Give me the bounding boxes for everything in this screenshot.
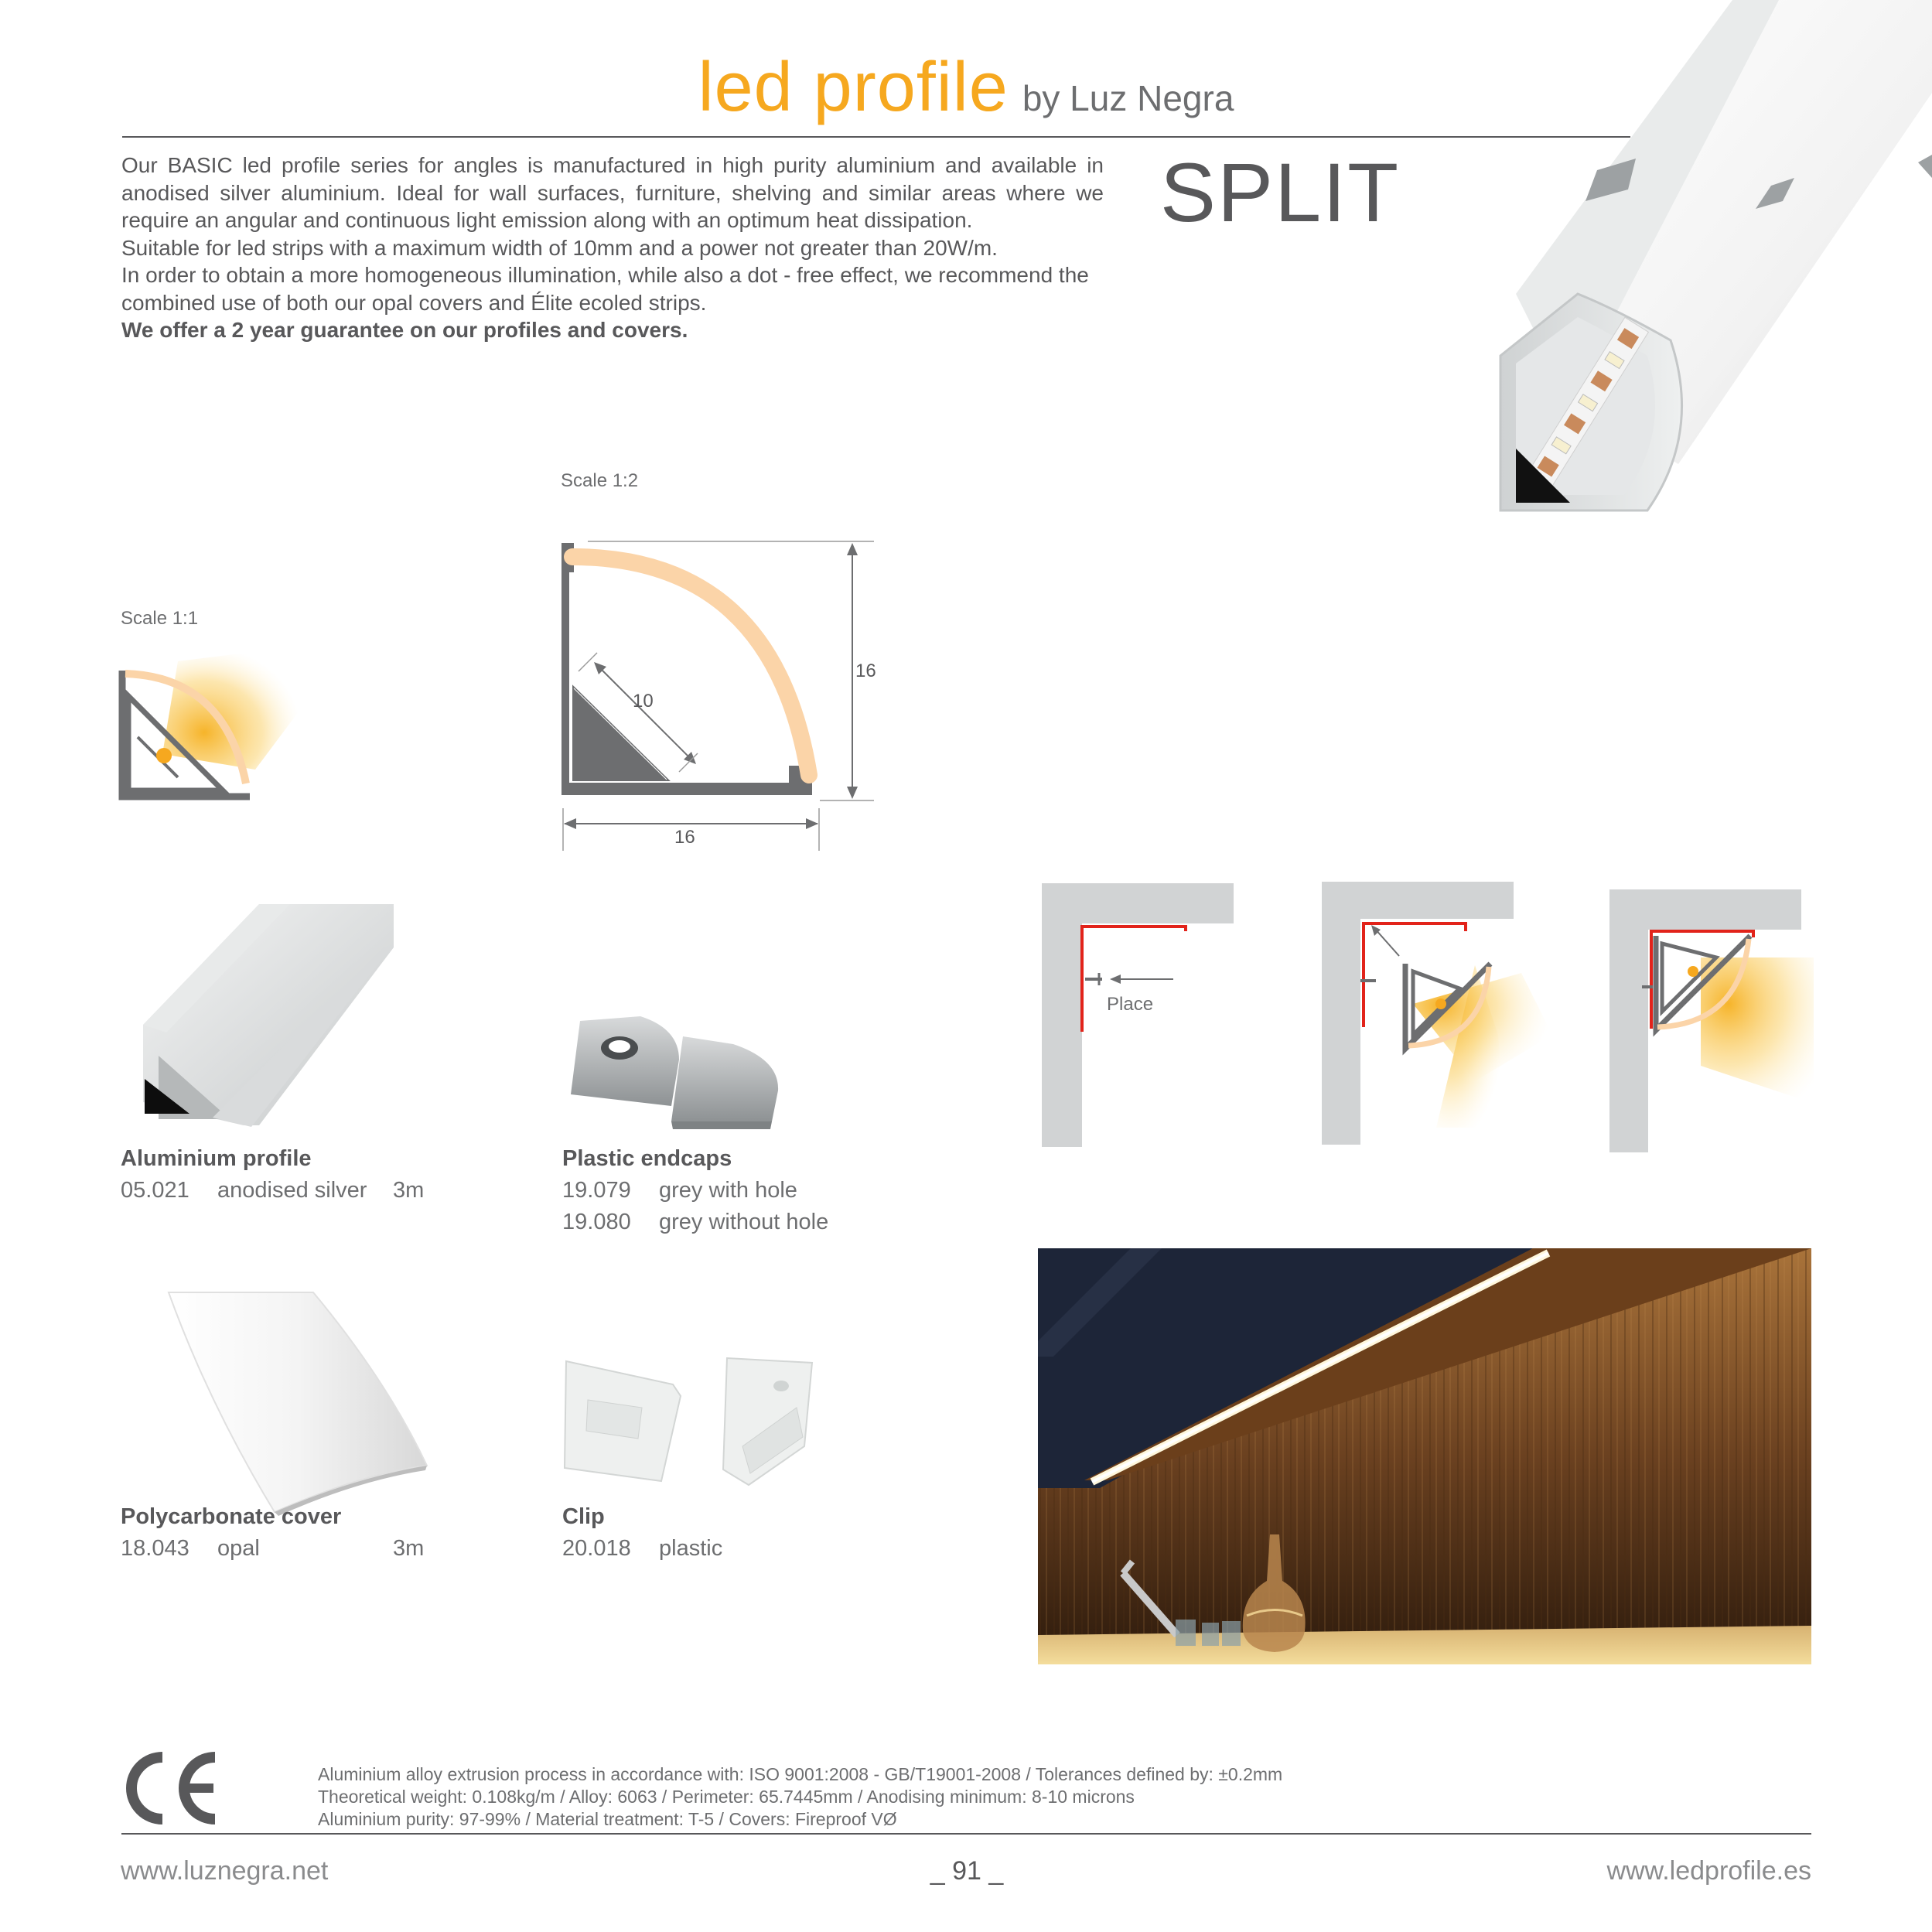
product-description: anodised silver [217, 1178, 367, 1203]
footer-right-url[interactable]: www.ledprofile.es [1606, 1856, 1811, 1886]
product-length: 3m [393, 1536, 425, 1561]
clip-row [562, 1536, 887, 1564]
spec-line-2: Theoretical weight: 0.108kg/m / Alloy: 6063 / Perimeter: 65.7445mm / Anodising minimum: 8-10 microns [318, 1787, 1135, 1807]
intro-text [121, 152, 1104, 344]
profile-section-large [557, 534, 882, 858]
intro-paragraph-1: Our BASIC led profile series for angles is manufactured in high purity aluminium and available in anodised silver aluminium. Ideal for wall surfaces, furniture, shelving and similar areas where we require an angular and continuous light emission along with an optimum heat dissipation. [121, 153, 1104, 232]
dimension-height: 16 [855, 660, 876, 681]
product-code: 19.079 [562, 1178, 631, 1203]
spec-line-1: Aluminium alloy extrusion process in accordance with: ISO 9001:2008 - GB/T19001-2008 / Tolerances defined by: ±0.2mm [318, 1764, 1283, 1784]
scale-label-large: Scale 1:2 [561, 470, 639, 491]
dimension-width: 16 [674, 827, 695, 848]
product-code: 19.080 [562, 1210, 631, 1234]
ce-mark-logo [118, 1749, 226, 1827]
aluminium-profile-row [121, 1178, 445, 1206]
polycarbonate-cover-image [162, 1288, 433, 1520]
model-name: SPLIT [1160, 145, 1401, 239]
plastic-endcaps-row-2 [562, 1210, 887, 1237]
mounting-diagrams [1040, 880, 1814, 1159]
title-subtitle: by Luz Negra [1022, 78, 1234, 118]
header-divider [122, 136, 1630, 138]
polycarbonate-cover-row [121, 1536, 445, 1564]
aluminium-profile-image [135, 901, 398, 1133]
plastic-endcaps-row-1 [562, 1178, 887, 1206]
clip-title: Clip [562, 1504, 605, 1529]
footer-divider [121, 1833, 1811, 1835]
plastic-endcaps-image [563, 1013, 787, 1129]
intro-guarantee: We offer a 2 year guarantee on our profiles and covers. [121, 318, 688, 342]
profile-hero-image [1469, 0, 1932, 534]
mounting-step-1 [1042, 883, 1234, 1147]
product-length: 3m [393, 1178, 425, 1203]
page-number: _ 91 _ [930, 1856, 1004, 1886]
product-code: 20.018 [562, 1536, 631, 1561]
technical-specs [318, 1763, 1282, 1831]
mounting-step-3 [1609, 889, 1814, 1152]
plastic-endcaps-title: Plastic endcaps [562, 1146, 732, 1171]
spec-line-3: Aluminium purity: 97-99% / Material treatment: T-5 / Covers: Fireproof VØ [318, 1809, 897, 1829]
kitchen-application-photo [1038, 1248, 1811, 1664]
product-description: grey without hole [659, 1210, 829, 1234]
polycarbonate-cover-title: Polycarbonate cover [121, 1504, 342, 1529]
dimension-strip-width: 10 [633, 691, 654, 712]
product-code: 05.021 [121, 1178, 189, 1203]
profile-section-small [116, 630, 302, 800]
title-main: led profile [698, 49, 1009, 126]
mounting-place-label: Place [1107, 994, 1154, 1015]
footer-left-url[interactable]: www.luznegra.net [121, 1856, 329, 1886]
intro-paragraph-3: In order to obtain a more homogeneous illumination, while also a dot - free effect, we recommend the combined use of both our opal covers and Élite ecoled strips. [121, 263, 1089, 315]
product-code: 18.043 [121, 1536, 189, 1561]
intro-paragraph-2: Suitable for led strips with a maximum width of 10mm and a power not greater than 20W/m. [121, 235, 998, 260]
clip-image [557, 1353, 820, 1493]
product-description: grey with hole [659, 1178, 797, 1203]
product-description: plastic [659, 1536, 723, 1561]
mounting-step-2 [1322, 882, 1552, 1145]
scale-label-small: Scale 1:1 [121, 608, 199, 629]
product-description: opal [217, 1536, 260, 1561]
aluminium-profile-title: Aluminium profile [121, 1146, 312, 1171]
